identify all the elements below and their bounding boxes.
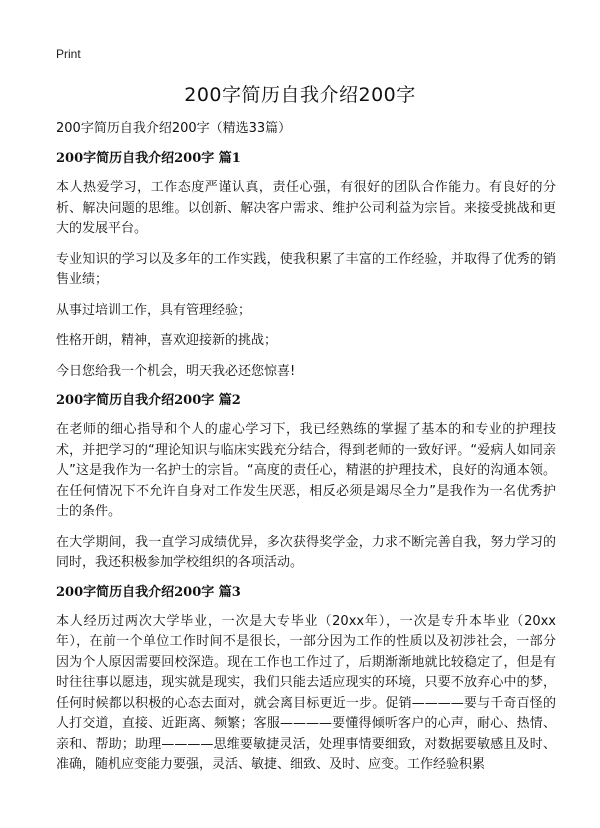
section-heading: 200字简历自我介绍200字 篇2 bbox=[56, 393, 241, 408]
paragraph: 在大学期间，我一直学习成绩优异，多次获得奖学金，力求不断完善自我，努力学习的同时，我还积极参加学校组织的各项活动。 bbox=[56, 534, 556, 570]
paragraph: 从事过培训工作，具有管理经验； bbox=[56, 302, 252, 318]
document-body bbox=[56, 120, 556, 786]
paragraph: 今日您给我一个机会，明天我必还您惊喜! bbox=[56, 363, 296, 379]
paragraph: 本人经历过两次大学毕业，一次是大专毕业（20xx年），一次是专升本毕业（20xx年），在前一个单位工作时间不是很长，一部分因为工作的性质以及初涉社会，一部分因为个人原因需要回校深造。现在工作也工作过了，后期渐渐地就比较稳定了，但是有时往往事以愿违，现实就是现实，我们只能去适应现实的环境，只要不放弃心中的梦，任何时候都以积极的心态去面对，就会离目标更近一步。促销————要与千奇百怪的人打交道，直接、近距离、频繁；客服————要懂得倾听客户的心声，耐心、热情、亲和、帮助；助理————思维要敏捷灵活，处理事情要细致，对数据要敏感且及时、准确，随机应变能力要强，灵活、敏捷、细致、及时、应变。工作经验积累 bbox=[56, 613, 556, 772]
paragraph: 性格开朗，精神，喜欢迎接新的挑战； bbox=[56, 333, 278, 348]
section-2 bbox=[56, 392, 556, 574]
paragraph: 在老师的细心指导和个人的虚心学习下，我已经熟练的掌握了基本的和专业的护理技术，并把学习的“理论知识与临床实践充分结合，得到老师的一致好评。“爱病人如同亲人”这是我作为一名护士的宗旨。“高度的责任心，精湛的护理技术，良好的沟通本领。在任何情况下不允许自身对工作发生厌恶，相反必须是竭尽全力”是我作为一名优秀护士的条件。 bbox=[56, 422, 556, 519]
paragraph: 专业知识的学习以及多年的工作实践，使我积累了丰富的工作经验，并取得了优秀的销售业绩； bbox=[56, 251, 556, 287]
document-subtitle: 200字简历自我介绍200字（精选33篇） bbox=[56, 121, 292, 136]
print-link[interactable]: Print bbox=[56, 47, 81, 61]
section-heading: 200字简历自我介绍200字 篇1 bbox=[56, 151, 241, 166]
document-title: 200字简历自我介绍200字 bbox=[184, 84, 416, 106]
section-heading: 200字简历自我介绍200字 篇3 bbox=[56, 584, 241, 600]
paragraph: 本人热爱学习，工作态度严谨认真，责任心强，有很好的团队合作能力。有良好的分析、解决问题的思维。以创新、解决客户需求、维护公司利益为宗旨。来接受挑战和更大的发展平台。 bbox=[56, 180, 556, 236]
section-1 bbox=[56, 150, 556, 382]
section-3 bbox=[56, 584, 556, 776]
